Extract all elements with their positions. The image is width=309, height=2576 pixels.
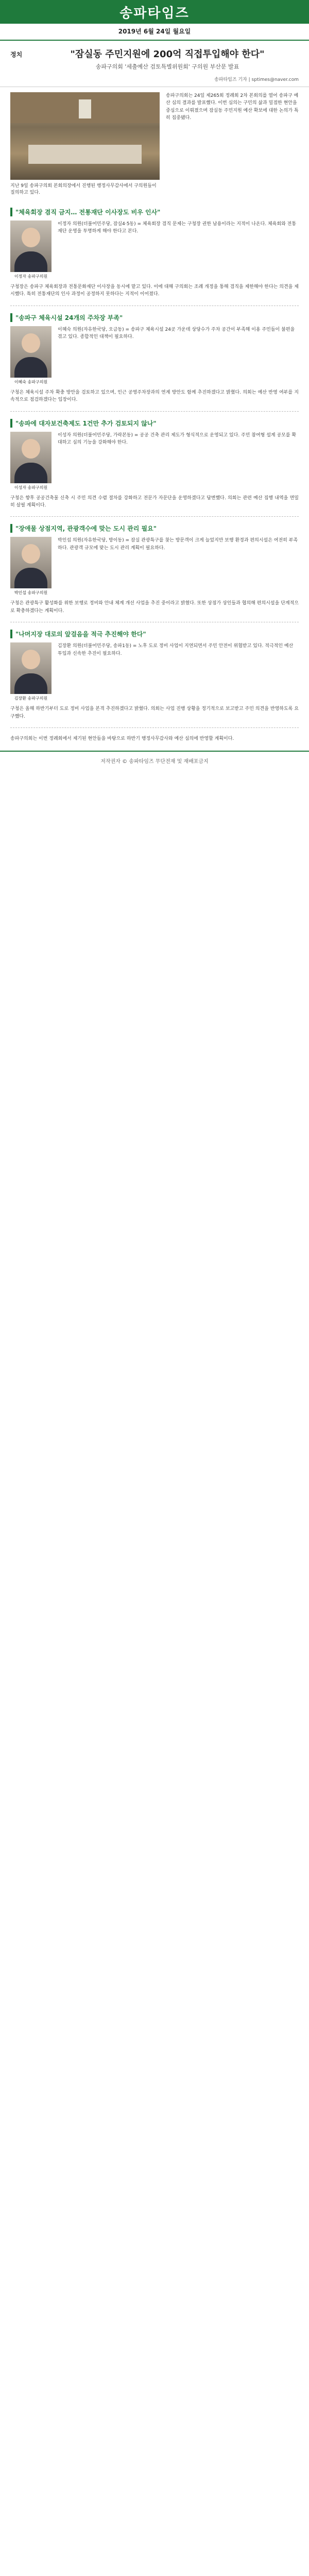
portrait-block [10,432,52,490]
portrait-photo [10,221,52,272]
section-heading: "송파에 대자보건축제도 1건만 추가 검토되지 않나" [10,419,299,428]
section-body: 구청은 체육시설 주차 확충 방안을 검토하고 있으며, 인근 공영주차장과의 연계 방안도 함께 추진하겠다고 밝혔다. 의회는 예산 반영 여부를 지속적으로 점검하겠다는 입장이다. [10,389,299,403]
headline: "잠실동 주민지원에 200억 직접투입해야 한다" [70,49,265,60]
section-body: 구청은 향후 공공건축물 신축 시 주민 의견 수렴 절차를 강화하고 전문가 자문단을 운영하겠다고 답변했다. 의회는 관련 예산 집행 내역을 면밀히 살필 계획이다. [10,495,299,508]
photo-bench [28,145,142,164]
portrait-block [10,221,52,279]
newspaper-page [0,0,309,773]
portrait-face [22,228,40,247]
dateline [0,24,309,41]
portrait-block [10,537,52,596]
interview-section [0,208,309,306]
section-heading: "체육회장 겸직 금지… 전통재단 이사장도 비우 인사" [10,208,299,216]
lead-block [0,87,309,200]
portrait-face [22,333,40,353]
portrait-suit [14,463,47,483]
masthead-title[interactable]: 송파타임즈 [119,5,190,21]
portrait-caption: 이혜숙 송파구의원 [14,379,48,384]
interview-section [0,524,309,622]
dateline-text: 2019년 6월 24일 월요일 [118,28,191,35]
interview-section [0,630,309,728]
section-body: 구청은 올해 하반기부터 도로 정비 사업을 본격 추진하겠다고 밝혔다. 의회는 사업 진행 상황을 정기적으로 보고받고 주민 의견을 반영하도록 요구했다. [10,706,299,719]
byline: 송파타임즈 기자 | sptimes@naver.com [0,76,309,87]
portrait-caption: 이정자 송파구의원 [14,274,48,279]
portrait-caption: 박인섭 송파구의원 [14,590,48,596]
qa-text: 김장환 의원(더불어민주당, 송파1동) = 노후 도로 정비 사업이 지연되면서 주민 안전이 위협받고 있다. 적극적인 예산 투입과 신속한 추진이 필요하다. [58,643,294,656]
interview-block [10,537,299,596]
portrait-caption: 이성자 송파구의원 [14,485,48,490]
interview-section [0,313,309,412]
section-divider [10,411,299,412]
photo-flag [79,99,91,118]
lead-photo-block [10,92,160,195]
portrait-suit [14,251,47,272]
section-body: 구청장은 송파구 체육회장과 전통문화재단 이사장을 동시에 맡고 있다. 이에 대해 구의회는 조례 개정을 통해 겸직을 제한해야 한다는 의견을 제시했다. 특히 전통재단의 인사 과정이 공정하지 못하다는 지적이 이어졌다. [10,284,299,297]
portrait-photo [10,326,52,378]
closing-paragraph: 송파구의회는 이번 정례회에서 제기된 현안들을 바탕으로 하반기 행정사무감사와 예산 심의에 반영할 계획이다. [10,736,234,741]
photo-caption: 지난 9일 송파구의회 본회의장에서 진행된 행정사무감사에서 구의원들이 질의하고 있다. [10,183,157,195]
portrait-block [10,642,52,701]
article-sections [0,208,309,728]
interview-block [10,326,299,385]
interview-section [0,419,309,517]
qa-text: 이혜숙 의원(자유한국당, 오금동) = 송파구 체육시설 24곳 가운데 상당수가 주차 공간이 부족해 이용 주민들이 불편을 겪고 있다. 종합적인 대책이 필요하다. [58,327,295,340]
portrait-face [22,650,40,669]
section-body: 구청은 관광특구 활성화를 위한 보행로 정비와 안내 체계 개선 사업을 추진 중이라고 밝혔다. 또한 상점가 상인들과 협의해 편의시설을 단계적으로 확충하겠다는 계획이다. [10,601,299,614]
section-divider [10,727,299,728]
qa-text: 박인섭 의원(자유한국당, 방이동) = 잠실 관광특구를 찾는 방문객이 크게 늘었지만 보행 환경과 편의시설은 여전히 부족하다. 관광객 규모에 맞는 도시 관리 계획이 필요하다. [58,538,298,551]
portrait-face [22,439,40,459]
council-photo [10,92,160,180]
section-heading: "나머지장 대로의 앞걸음을 적극 추진해야 한다" [10,630,299,638]
portrait-photo [10,432,52,483]
portrait-suit [14,357,47,378]
interview-block [10,642,299,701]
masthead [0,0,309,24]
portrait-suit [14,673,47,694]
portrait-face [22,544,40,564]
section-heading: "송파구 체육시설 24개의 주차장 부족" [10,313,299,322]
portrait-suit [14,568,47,588]
interview-block [10,432,299,490]
section-heading: "장애물 상점지역, 관광객수에 맞는 도시 관리 필요" [10,524,299,533]
portrait-photo [10,642,52,694]
lead-text: 송파구의회는 24일 제265회 정례회 2차 본회의를 열어 송파구 예산 심의 결과를 발표했다. 이번 심의는 구민의 삶과 밀접한 현안을 중심으로 이뤄졌으며 잠실동 주민지원 예산 확보에 대한 논의가 특히 집중됐다. [166,93,299,121]
portrait-block [10,326,52,385]
section-tag: 정치 [10,51,23,58]
section-divider [10,516,299,517]
article-header [0,41,309,76]
headline-box [36,47,299,73]
interview-block [10,221,299,279]
subhead: 송파구의회 '세출예산 검토특별위원회' 구의원 부산문 발표 [95,63,239,70]
qa-text: 이성자 의원(더불어민주당, 가락본동) = 공공 건축 관리 제도가 형식적으로 운영되고 있다. 주민 참여형 설계 공모를 확대하고 심의 기능을 강화해야 한다. [58,432,297,445]
footer: 저작권자 © 송파타임즈 무단전재 및 재배포금지 [0,751,309,773]
portrait-photo [10,537,52,588]
qa-text: 이정자 의원(더불어민주당, 잠실4·5동) = 체육회장 겸직 문제는 구청장 권한 남용이라는 지적이 나온다. 체육회와 전통재단 운영을 투명하게 해야 한다고 본다. [58,222,297,234]
portrait-caption: 김장환 송파구의원 [14,696,48,701]
